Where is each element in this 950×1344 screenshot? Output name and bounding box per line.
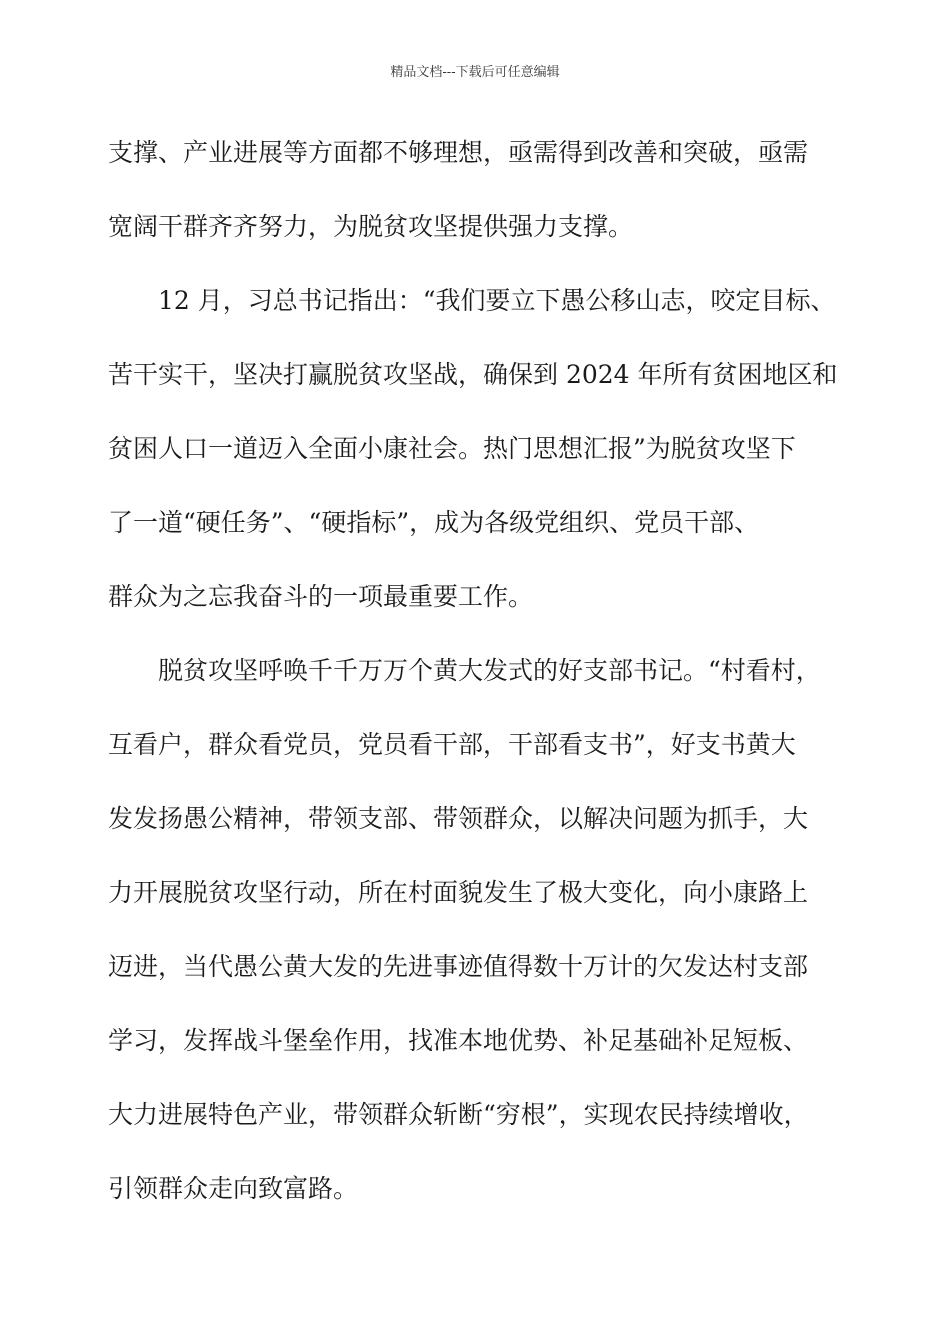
text-line: 互看户，群众看党员，党员看干部，干部看支书”，好支书黄大 [108, 730, 796, 759]
text-line: 支撑、产业进展等方面都不够理想，亟需得到改善和突破，亟需 [108, 138, 809, 167]
page-header: 精品文档---下载后可任意编辑 [390, 65, 560, 80]
text-line: 迈进，当代愚公黄大发的先进事迹值得数十万计的欠发达村支部 [108, 952, 809, 981]
text-line: 力开展脱贫攻坚行动，所在村面貌发生了极大变化，向小康路上 [108, 878, 809, 907]
text-line: 引领群众走向致富路。 [108, 1174, 359, 1203]
text-line: 了一道“硬任务”、“硬指标”，成为各级党组织、党员干部、 [108, 508, 760, 537]
text-line: 发发扬愚公精神，带领支部、带领群众，以解决问题为抓手，大 [108, 804, 809, 833]
text-line: 贫困人口一道迈入全面小康社会。热门思想汇报”为脱贫攻坚下 [108, 434, 796, 463]
paragraph-start-line: 脱贫攻坚呼唤千千万万个黄大发式的好支部书记。“村看村， [158, 656, 821, 685]
text-line: 苦干实干，坚决打赢脱贫攻坚战，确保到 2024 年所有贫困地区和 [108, 360, 838, 389]
text-line: 学习，发挥战斗堡垒作用，找准本地优势、补足基础补足短板、 [108, 1026, 809, 1055]
text-line: 大力进展特色产业，带领群众斩断“穷根”，实现农民持续增收， [108, 1100, 809, 1129]
document-body [108, 128, 840, 1238]
text-line: 群众为之忘我奋斗的一项最重要工作。 [108, 582, 534, 611]
text-line: 宽阔干群齐齐努力，为脱贫攻坚提供强力支撑。 [108, 212, 634, 241]
paragraph-start-line: 12 月，习总书记指出：“我们要立下愚公移山志，咬定目标、 [158, 286, 836, 315]
